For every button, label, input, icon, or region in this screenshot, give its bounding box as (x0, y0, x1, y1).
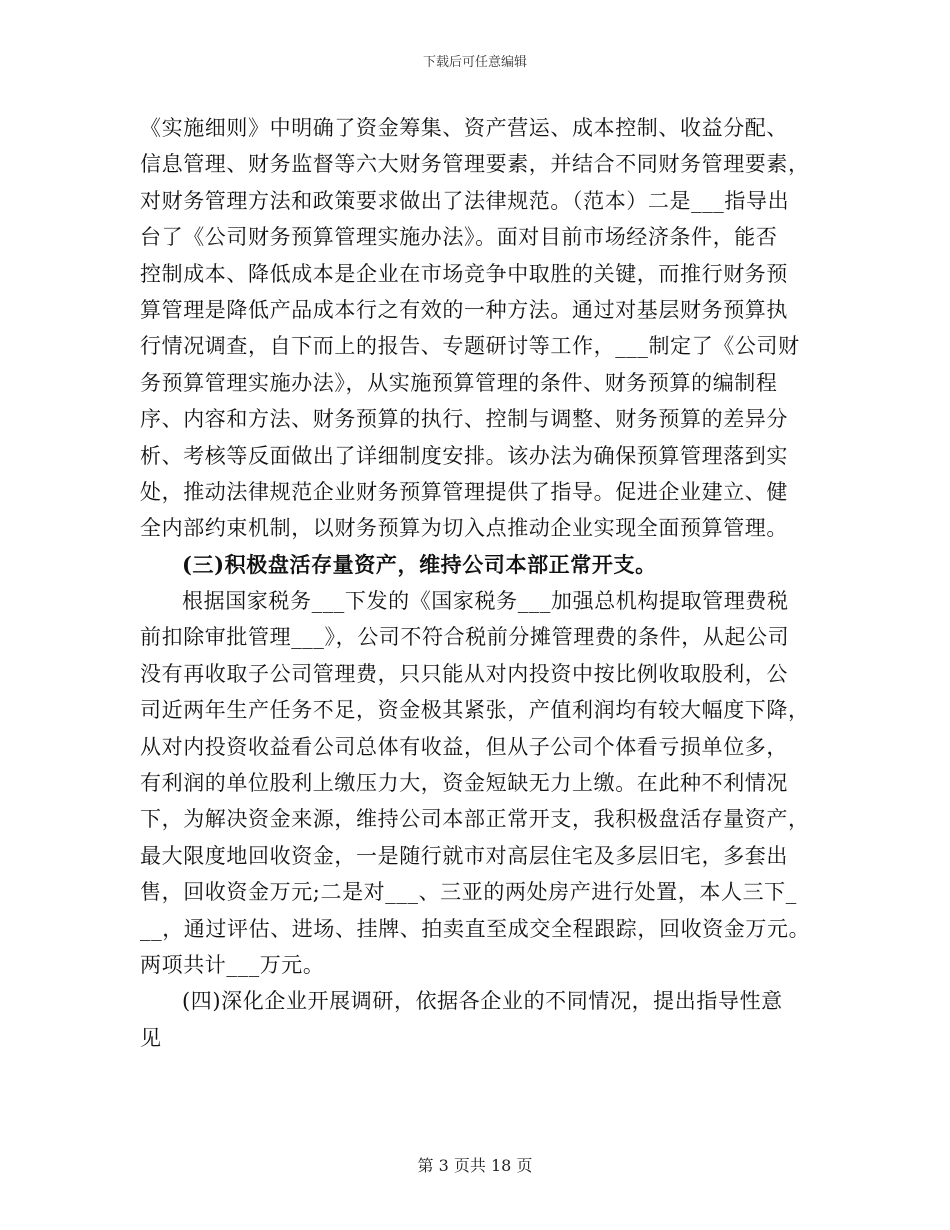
text-line: 台了《公司财务预算管理实施办法》。面对目前市场经济条件，能否 (140, 225, 778, 250)
text-line: 最大限度地回收资金，一是随行就市对高层住宅及多层旧宅，多套出 (140, 843, 788, 868)
document-body (140, 110, 820, 1056)
text-line: 算管理是降低产品成本行之有效的一种方法。通过对基层财务预算执 (140, 297, 788, 322)
text-line: 务预算管理实施办法》，从实施预算管理的条件、财务预算的编制程 (140, 370, 778, 395)
text-line: 序、内容和方法、财务预算的执行、控制与调整、财务预算的差异分 (140, 407, 788, 432)
text-line: 控制成本、降低成本是企业在市场竞争中取胜的关键，而推行财务预 (140, 261, 788, 286)
text-line: 析、考核等反面做出了详细制度安排。该办法为确保预算管理落到实 (140, 443, 788, 468)
section-heading (140, 547, 820, 583)
text-line: 没有再收取子公司管理费，只只能从对内投资中按比例收取股利，公 (140, 661, 788, 686)
text-line: 下，为解决资金来源，维持公司本部正常开支，我积极盘活存量资产， (140, 807, 810, 832)
text-line: (三)积极盘活存量资产，维持公司本部正常开支。 (182, 551, 657, 577)
paragraph (140, 110, 820, 547)
text-line: 信息管理、财务监督等六大财务管理要素，并结合不同财务管理要素， (140, 152, 810, 177)
text-line: 售，回收资金万元;二是对___、三亚的两处房产进行处置，本人三下_ (140, 880, 797, 905)
text-line: 前扣除审批管理___》，公司不符合税前分摊管理费的条件，从起公司 (140, 625, 790, 650)
text-line: 司近两年生产任务不足，资金极其紧张，产值利润均有较大幅度下降， (140, 698, 810, 723)
text-line: 全内部约束机制，以财务预算为切入点推动企业实现全面预算管理。 (140, 516, 788, 541)
text-line: 《实施细则》中明确了资金筹集、资产营运、成本控制、收益分配、 (140, 116, 788, 140)
text-line: 有利润的单位股利上缴压力大，资金短缺无力上缴。在此种不利情况 (140, 771, 788, 796)
paragraph (140, 619, 820, 983)
paragraph (140, 1020, 820, 1056)
text-line: 处，推动法律规范企业财务预算管理提供了指导。促进企业建立、健 (140, 479, 788, 504)
paragraph (140, 983, 820, 1019)
text-line: 根据国家税务___下发的《国家税务___加强总机构提取管理费税 (182, 589, 789, 614)
text-line: 行情况调查，自下而上的报告、专题研讨等工作，___制定了《公司财 (140, 334, 800, 359)
text-line: (四)深化企业开展调研，依据各企业的不同情况，提出指导性意 (182, 989, 783, 1014)
page-header: 下载后可任意编辑 (422, 55, 527, 70)
text-line: 两项共计___万元。 (140, 952, 325, 977)
text-line: 从对内投资收益看公司总体有收益，但从子公司个体看亏损单位多， (140, 734, 788, 759)
text-line: 对财务管理方法和政策要求做出了法律规范。（范本）二是___指导出 (140, 188, 790, 213)
paragraph (140, 583, 820, 619)
text-line: 见 (140, 1025, 162, 1050)
page-footer: 第 3 页共 18 页 (417, 1156, 533, 1175)
text-line: __，通过评估、进场、挂牌、拍卖直至成交全程跟踪，回收资金万元。 (140, 916, 811, 941)
